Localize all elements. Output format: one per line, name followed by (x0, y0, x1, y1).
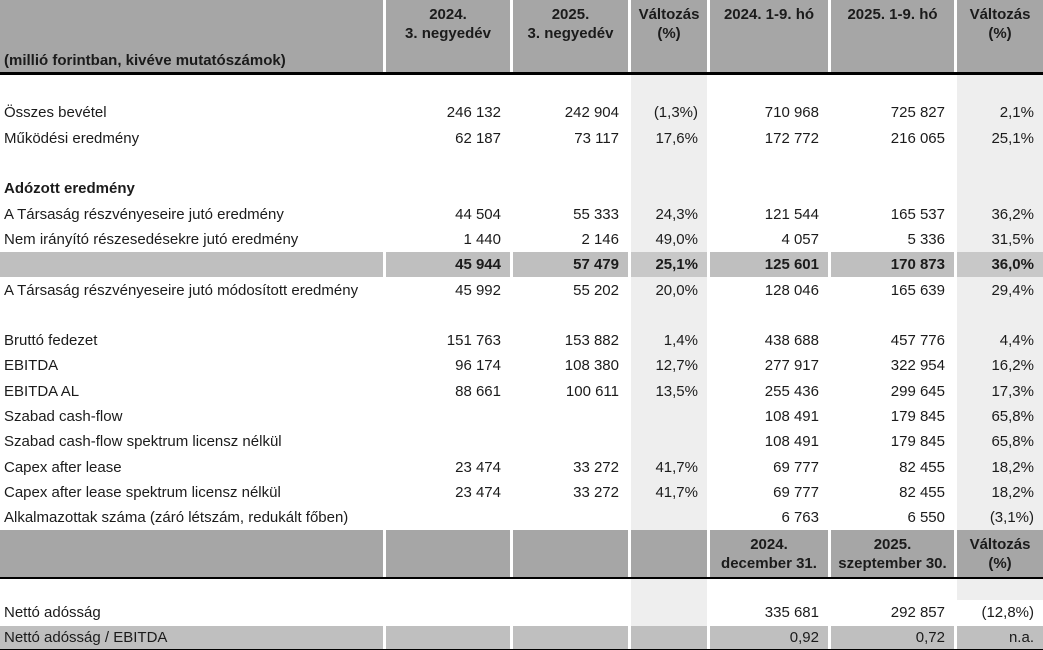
column-header-2025-9m: 2025. 1-9. hó (831, 0, 954, 72)
row-label: A Társaság részvényeseire jutó eredmény (4, 205, 284, 223)
table-cell (831, 303, 954, 328)
table-cell: 172 772 (764, 129, 819, 147)
table-cell (386, 600, 510, 625)
table-cell (386, 429, 510, 454)
table-cell: 65,8% (957, 404, 1043, 429)
row-label: Szabad cash-flow spektrum licensz nélkül (4, 433, 282, 451)
table-cell: (3,1%) (957, 505, 1043, 530)
row-label (0, 75, 383, 100)
row-label: Működési eredmény (4, 129, 140, 147)
table-cell (631, 600, 707, 625)
table-cell (631, 530, 707, 577)
table-cell (957, 176, 1043, 201)
table-cell (513, 303, 628, 328)
table-cell (513, 429, 628, 454)
table-cell: 23 474 (455, 483, 501, 501)
table-cell: 69 777 (773, 483, 819, 501)
table-cell: 17,6% (631, 126, 707, 151)
table-cell (710, 303, 828, 328)
table-cell: 6 550 (907, 509, 945, 527)
table-row (0, 505, 1043, 530)
table-cell (386, 505, 510, 530)
table-cell: 41,7% (631, 454, 707, 479)
table-row (0, 379, 1043, 404)
table-row (0, 277, 1043, 302)
table-cell: 69 777 (773, 458, 819, 476)
table-cell: 57 479 (513, 252, 628, 277)
table-cell: 17,3% (957, 379, 1043, 404)
table-row (0, 176, 1043, 201)
table-cell (386, 579, 510, 600)
table-cell: 255 436 (764, 382, 819, 400)
table-cell: 1,4% (631, 328, 707, 353)
table-cell (631, 176, 707, 201)
table-cell: 33 272 (573, 458, 619, 476)
table-cell (710, 75, 828, 100)
row-label: Alkalmazottak száma (záró létszám, redukált főben) (4, 509, 349, 527)
table-cell (386, 303, 510, 328)
table-cell (631, 303, 707, 328)
table-cell (631, 404, 707, 429)
table-cell (831, 151, 954, 176)
table-cell: 25,1% (957, 126, 1043, 151)
table-cell: 49,0% (631, 227, 707, 252)
row-label: Adózott eredmény (4, 180, 135, 198)
table-cell: 45 992 (455, 281, 501, 299)
table-cell: 88 661 (455, 382, 501, 400)
table-cell: 12,7% (631, 353, 707, 378)
table-cell (386, 75, 510, 100)
table-cell: 438 688 (764, 332, 819, 350)
table-cell (831, 176, 954, 201)
table-row (0, 626, 1043, 649)
table-cell: 725 827 (890, 104, 945, 122)
table-cell (631, 626, 707, 649)
table-cell: 62 187 (455, 129, 501, 147)
table-cell: 0,72 (831, 626, 954, 649)
table-row (0, 303, 1043, 328)
table-cell (386, 176, 510, 201)
row-label: Szabad cash-flow (4, 408, 123, 425)
table-cell: 44 504 (455, 205, 501, 223)
column-header-change-9m: Változás (%) (957, 0, 1043, 72)
table-cell (710, 151, 828, 176)
table-cell: 36,2% (957, 201, 1043, 226)
unit-note-text: (millió forintban, kivéve mutatószámok) (4, 52, 286, 69)
row-label: Capex after lease spektrum licensz nélkül (4, 483, 281, 501)
table-cell (631, 429, 707, 454)
table-cell (513, 579, 628, 600)
table-cell: 65,8% (957, 429, 1043, 454)
table-cell: 73 117 (574, 129, 619, 147)
table-cell: 55 333 (573, 205, 619, 223)
table-cell (631, 151, 707, 176)
table-cell: 292 857 (890, 604, 945, 622)
table-cell: 24,3% (631, 201, 707, 226)
table-cell: 128 046 (764, 281, 819, 299)
table-cell: 108 380 (564, 357, 619, 375)
row-label: Nem irányító részesedésekre jutó eredmény (4, 230, 299, 248)
table-cell (513, 151, 628, 176)
table-cell (386, 530, 510, 577)
table-cell (710, 176, 828, 201)
table-cell: 2,1% (957, 100, 1043, 125)
row-label (0, 252, 383, 277)
table-cell: 18,2% (957, 454, 1043, 479)
table-cell: 299 645 (890, 382, 945, 400)
table-cell: 33 272 (573, 483, 619, 501)
table-cell: n.a. (957, 626, 1043, 649)
table-cell: 1 440 (463, 230, 501, 248)
row-label: Nettó adósság (4, 604, 101, 622)
table-cell: 179 845 (890, 433, 945, 451)
table-body (0, 75, 1043, 649)
table-cell (513, 176, 628, 201)
table-cell (513, 404, 628, 429)
table-cell: 108 491 (764, 433, 819, 451)
table-cell (631, 75, 707, 100)
table-cell (513, 600, 628, 625)
unit-note (0, 0, 383, 72)
table-cell: 6 763 (781, 509, 819, 527)
table-row (0, 252, 1043, 277)
table-cell: 2 146 (581, 230, 619, 248)
column-header-2025-q3: 2025. 3. negyedév (513, 0, 628, 72)
table-row (0, 328, 1043, 353)
mid-header-cell: Változás (%) (957, 530, 1043, 577)
table-cell: 153 882 (564, 332, 619, 350)
table-cell (386, 404, 510, 429)
table-cell (957, 303, 1043, 328)
table-cell: 5 336 (907, 230, 945, 248)
table-cell (831, 579, 954, 600)
row-label: Capex after lease (4, 458, 122, 476)
table-cell: (1,3%) (631, 100, 707, 125)
column-header-2024-9m: 2024. 1-9. hó (710, 0, 828, 72)
table-cell: 125 601 (710, 252, 828, 277)
column-header-change-q: Változás (%) (631, 0, 707, 72)
row-label: Bruttó fedezet (4, 332, 98, 350)
table-cell (513, 75, 628, 100)
table-row (0, 600, 1043, 625)
table-cell: 18,2% (957, 480, 1043, 505)
table-cell: 216 065 (890, 129, 945, 147)
mid-header-row (0, 530, 1043, 579)
table-cell (957, 151, 1043, 176)
table-cell: 16,2% (957, 353, 1043, 378)
table-row (0, 480, 1043, 505)
table-header-row (0, 0, 1043, 75)
table-row (0, 151, 1043, 176)
table-cell: 322 954 (890, 357, 945, 375)
table-row (0, 454, 1043, 479)
table-cell: 20,0% (631, 277, 707, 302)
table-cell: 41,7% (631, 480, 707, 505)
table-cell: 82 455 (899, 458, 945, 476)
table-cell: 170 873 (831, 252, 954, 277)
mid-header-cell: 2025. szeptember 30. (831, 530, 954, 577)
table-cell: 165 639 (890, 281, 945, 299)
table-cell: 4,4% (957, 328, 1043, 353)
row-label: A Társaság részvényeseire jutó módosított eredmény (4, 281, 359, 299)
row-label (0, 151, 383, 176)
table-cell: 82 455 (899, 483, 945, 501)
table-cell: 4 057 (781, 230, 819, 248)
table-cell (631, 505, 707, 530)
table-cell: 165 537 (890, 205, 945, 223)
table-row (0, 100, 1043, 125)
table-cell: 31,5% (957, 227, 1043, 252)
row-label (0, 303, 383, 328)
row-label (0, 530, 383, 577)
table-cell: 710 968 (764, 104, 819, 122)
table-row (0, 126, 1043, 151)
table-cell: 335 681 (764, 604, 819, 622)
table-cell (513, 626, 628, 649)
table-cell: 55 202 (573, 281, 619, 299)
table-cell: 13,5% (631, 379, 707, 404)
table-cell (513, 530, 628, 577)
table-cell: 45 944 (386, 252, 510, 277)
table-row (0, 201, 1043, 226)
table-cell: 246 132 (446, 104, 501, 122)
table-cell: 242 904 (564, 104, 619, 122)
column-header-2024-q3: 2024. 3. negyedév (386, 0, 510, 72)
table-cell (831, 75, 954, 100)
table-row (0, 353, 1043, 378)
table-cell: 23 474 (455, 458, 501, 476)
row-label (0, 579, 383, 600)
table-cell: 25,1% (631, 252, 707, 277)
table-cell (957, 579, 1043, 600)
row-label: EBITDA (4, 357, 59, 375)
table-cell: 108 491 (764, 408, 819, 425)
table-row (0, 429, 1043, 454)
table-cell (386, 151, 510, 176)
table-cell: (12,8%) (957, 600, 1043, 625)
table-cell: 151 763 (446, 332, 501, 350)
table-cell: 0,92 (710, 626, 828, 649)
table-cell (386, 626, 510, 649)
table-row (0, 404, 1043, 429)
mid-header-cell: 2024. december 31. (710, 530, 828, 577)
table-cell: 121 544 (764, 205, 819, 223)
table-cell: 100 611 (565, 382, 619, 400)
table-cell: 96 174 (455, 357, 501, 375)
table-cell: 29,4% (957, 277, 1043, 302)
table-row (0, 227, 1043, 252)
row-label: Összes bevétel (4, 104, 107, 122)
row-label: EBITDA AL (4, 382, 80, 400)
table-cell (513, 505, 628, 530)
table-cell: 277 917 (764, 357, 819, 375)
table-row (0, 75, 1043, 100)
table-cell: 457 776 (890, 332, 945, 350)
row-label: Nettó adósság / EBITDA (0, 626, 383, 649)
table-cell (957, 75, 1043, 100)
table-cell (631, 579, 707, 600)
table-cell: 179 845 (890, 408, 945, 425)
table-row (0, 579, 1043, 600)
table-cell (710, 579, 828, 600)
table-cell: 36,0% (957, 252, 1043, 277)
